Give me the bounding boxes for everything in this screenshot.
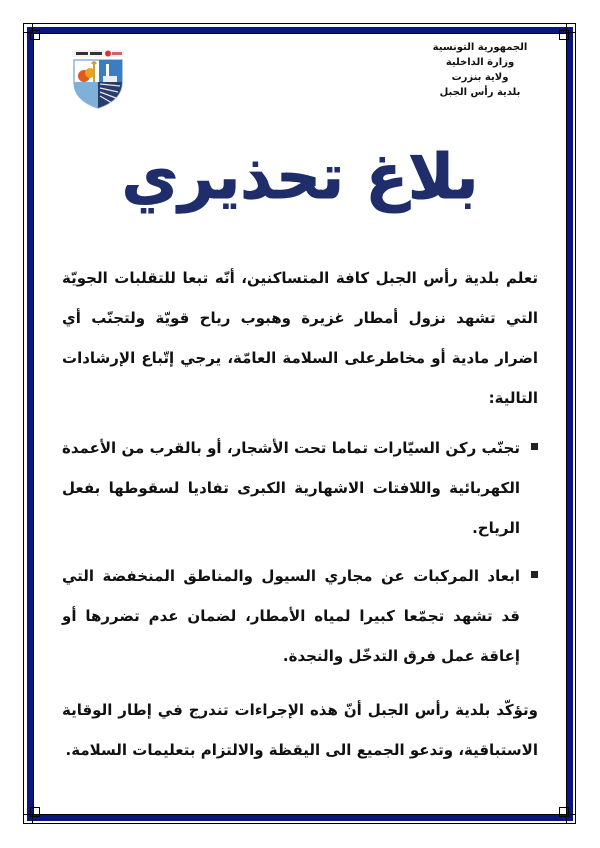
page-title: بلاغ تحذيري <box>121 140 479 213</box>
frame-corner-top-right-inner <box>559 30 569 40</box>
letterhead-line-republic: الجمهورية التونسية <box>432 42 528 53</box>
letterhead-line-ministry: وزارة الداخلية <box>445 57 515 68</box>
list-item <box>62 556 538 676</box>
letterhead <box>420 40 540 100</box>
letterhead-line-governorate: ولاية بنزرت <box>451 72 509 83</box>
frame-corner-bottom-right-inner <box>559 807 569 817</box>
intro-paragraph: تعلم بلدية رأس الجبل كافة المتساكنين، أنّه تبعا للتقلبات الجويّة التي تشهد نزول أمطار غزيرة وهبوب رياح قويّة ولتجنّب أي اضرار مادية أو مخاطرعلى السلامة العامّة، يرجي إتّباع الإرشادات التالية: <box>62 269 538 407</box>
letterhead-line-municipality: بلدية رأس الجبل <box>439 87 521 98</box>
list-item-text: ابعاد المركبات عن مجاري السيول والمناطق المنخفضة التي قد تشهد تجمّعا كبيرا لمياه الأمطار، لضمان عدم تضررها أو إعاقة عمل فرق التدخّل والنجدة. <box>62 567 520 665</box>
municipality-crest-icon <box>70 48 126 110</box>
instructions-list <box>62 428 538 676</box>
list-item <box>62 428 538 548</box>
closing-paragraph: وتؤكّد بلدية رأس الجبل أنّ هذه الإجراءات تندرج في إطار الوقاية الاستباقية، وتدعو الجميع الى اليقظة والالتزام بتعليمات السلامة. <box>62 701 538 759</box>
list-item-text: تجنّب ركن السيّارات تماما تحت الأشجار، أو بالقرب من الأعمدة الكهربائية واللافتات الاشهارية الكبرى تفاديا لسقوطها بفعل الرياح. <box>62 439 520 537</box>
notice-body <box>62 258 538 780</box>
frame-corner-bottom-left-inner <box>30 807 40 817</box>
frame-corner-top-left-inner <box>30 30 40 40</box>
square-bullet-icon <box>531 571 538 578</box>
square-bullet-icon <box>531 443 538 450</box>
